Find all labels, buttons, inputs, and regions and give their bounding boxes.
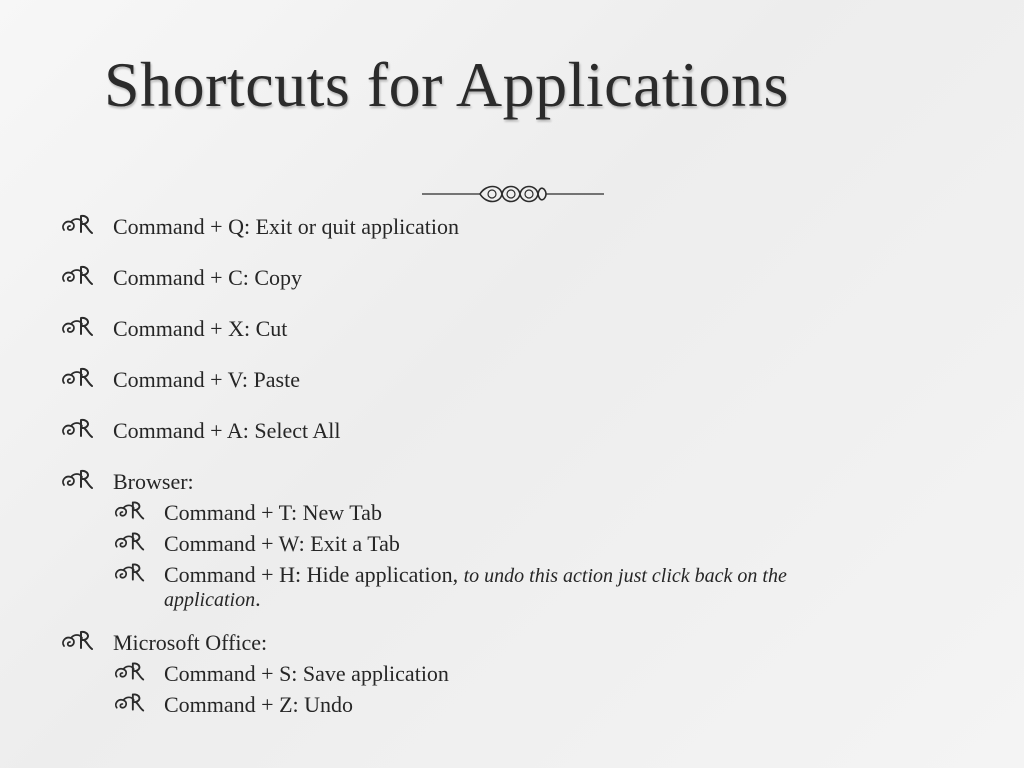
- flourish-divider-icon: [420, 181, 606, 207]
- sublist-item: [113, 689, 960, 720]
- bullet-text: Command + X: Cut: [113, 316, 288, 341]
- subitem-text: Command + T: New Tab: [164, 500, 382, 525]
- content-area: [60, 212, 960, 737]
- sublist-item: [113, 658, 960, 689]
- bullet-text: Microsoft Office:: [113, 630, 268, 655]
- scroll-bullet-icon: [60, 417, 96, 441]
- scroll-bullet-icon: [60, 629, 96, 653]
- bullet-text: Command + C: Copy: [113, 265, 303, 290]
- scroll-bullet-icon: [113, 499, 147, 523]
- scroll-bullet-icon: [60, 264, 96, 288]
- list-item: [60, 314, 960, 344]
- scroll-bullet-icon: [60, 468, 96, 492]
- scroll-bullet-icon: [60, 315, 96, 339]
- sublist-item: [113, 528, 960, 559]
- slide-title: Shortcuts for Applications: [104, 49, 789, 120]
- bullet-text: Browser:: [113, 469, 194, 494]
- list-item: [60, 263, 960, 293]
- scroll-bullet-icon: [60, 366, 96, 390]
- subitem-note-end: .: [255, 586, 261, 611]
- bullet-text: Command + V: Paste: [113, 367, 300, 392]
- scroll-bullet-icon: [113, 561, 147, 585]
- bullet-list: [60, 212, 960, 720]
- list-item: [60, 416, 960, 446]
- sublist-item: [113, 559, 960, 611]
- list-item-browser: [60, 467, 960, 611]
- list-item-microsoft-office: [60, 628, 960, 720]
- subitem-wrapline: [164, 588, 960, 611]
- subitem-note: to undo this action just click back on the: [463, 565, 787, 587]
- subitem-note-continued: application: [164, 589, 256, 611]
- scroll-bullet-icon: [113, 660, 147, 684]
- bullet-text: Command + A: Select All: [113, 418, 341, 443]
- subitem-text: Command + Z: Undo: [164, 692, 354, 717]
- list-item: [60, 365, 960, 395]
- subitem-text: Command + W: Exit a Tab: [164, 531, 400, 556]
- bullet-text: Command + Q: Exit or quit application: [113, 214, 460, 239]
- list-item: [60, 212, 960, 242]
- browser-sublist: [113, 497, 960, 611]
- scroll-bullet-icon: [113, 691, 147, 715]
- scroll-bullet-icon: [113, 530, 147, 554]
- subitem-text: Command + H: Hide application,: [164, 562, 464, 587]
- subitem-text: Command + S: Save application: [164, 661, 449, 686]
- office-sublist: [113, 658, 960, 720]
- sublist-item: [113, 497, 960, 528]
- scroll-bullet-icon: [60, 213, 96, 237]
